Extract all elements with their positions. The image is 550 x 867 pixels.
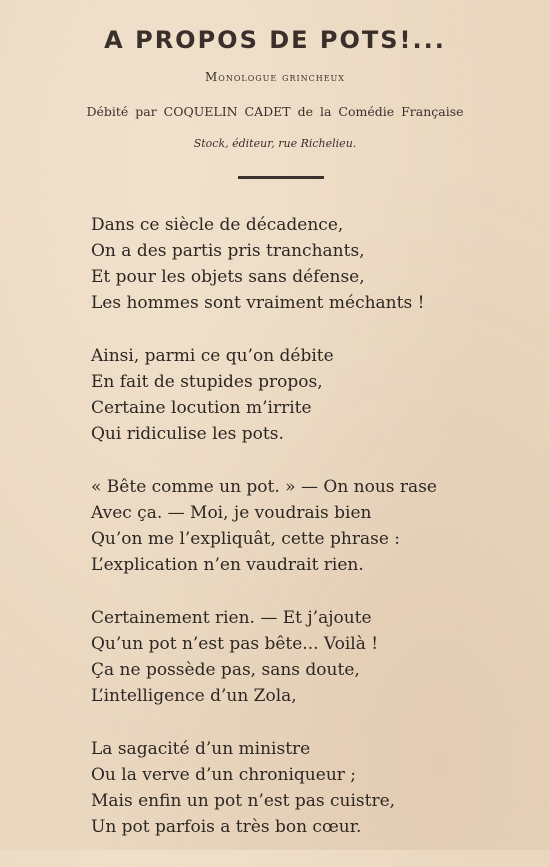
poem-line: Mais enfin un pot n’est pas cuistre, xyxy=(91,791,396,811)
subtitle: Monologue grincheux xyxy=(204,70,345,84)
poem-line: Ou la verve d’un chroniqueur ; xyxy=(91,765,357,785)
poem-line: Certainement rien. — Et j’ajoute xyxy=(91,608,372,628)
poem-line: L’explication n’en vaudrait rien. xyxy=(91,555,364,575)
poem-line: Certaine locution m’irrite xyxy=(91,398,312,418)
poem-line: La sagacité d’un ministre xyxy=(91,739,311,759)
poem-line: Qu’un pot n’est pas bête... Voilà ! xyxy=(91,634,379,654)
poem-line: Un pot parfois a très bon cœur. xyxy=(91,817,362,837)
poem-line: L’intelligence d’un Zola, xyxy=(91,686,297,706)
poem-line: Et pour les objets sans défense, xyxy=(91,267,365,287)
poem-line: Qui ridiculise les pots. xyxy=(91,424,284,444)
divider-rule xyxy=(238,176,324,179)
poem-line: Les hommes sont vraiment méchants ! xyxy=(91,293,425,313)
page-title: A PROPOS DE POTS!... xyxy=(104,26,446,54)
poem-line: Dans ce siècle de décadence, xyxy=(91,215,344,235)
poem-line: Ainsi, parmi ce qu’on débite xyxy=(91,346,334,366)
stanza-3 xyxy=(91,474,511,578)
poem-line: « Bête comme un pot. » — On nous rase xyxy=(91,477,437,497)
publisher-credit: Stock, éditeur, rue Richelieu. xyxy=(193,137,357,150)
poem-line: Qu’on me l’expliquât, cette phrase : xyxy=(91,529,401,549)
stanza-1 xyxy=(91,212,511,316)
performer-credit: Débité par COQUELIN CADET de la Comédie Française xyxy=(86,104,464,119)
stanza-2 xyxy=(91,343,511,447)
stanza-5 xyxy=(91,736,511,840)
poem-line: En fait de stupides propos, xyxy=(91,372,323,392)
stanza-4 xyxy=(91,605,511,709)
poem-line: Avec ça. — Moi, je voudrais bien xyxy=(91,503,372,523)
poem-line: On a des partis pris tranchants, xyxy=(91,241,365,261)
poem xyxy=(91,212,511,867)
poem-line: Ça ne possède pas, sans doute, xyxy=(91,660,360,680)
